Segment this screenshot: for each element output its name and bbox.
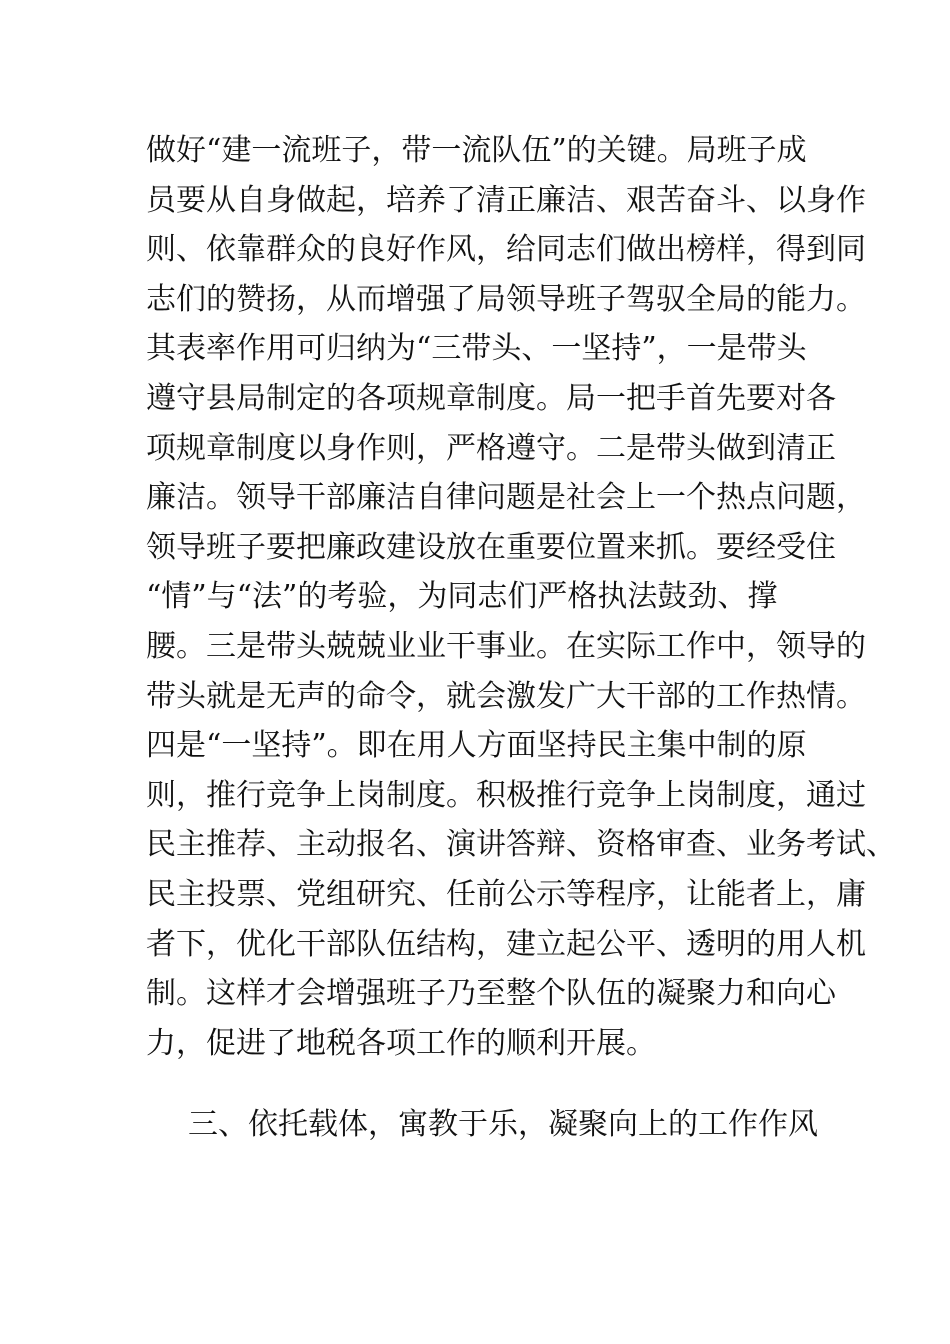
paragraph-line: 则，推行竞争上岗制度。积极推行竞争上岗制度，通过	[146, 777, 866, 813]
paragraph-line: 遵守县局制定的各项规章制度。局一把手首先要对各	[146, 380, 836, 416]
paragraph-line: 民主推荐、主动报名、演讲答辩、资格审查、业务考试、	[146, 827, 896, 863]
paragraph-line: 则、依靠群众的良好作风，给同志们做出榜样，得到同	[146, 232, 866, 268]
paragraph-line: 项规章制度以身作则，严格遵守。二是带头做到清正	[146, 430, 836, 466]
paragraph-line: “情”与“法”的考验，为同志们严格执法鼓劲、撑	[146, 579, 778, 615]
paragraph-line: 力，促进了地税各项工作的顺利开展。	[146, 1025, 656, 1061]
paragraph-line: 廉洁。领导干部廉洁自律问题是社会上一个热点问题，	[146, 480, 866, 516]
paragraph-line: 员要从自身做起，培养了清正廉洁、艰苦奋斗、以身作	[146, 182, 866, 218]
body-paragraph	[146, 126, 896, 1068]
paragraph-line: 做好“建一流班子，带一流队伍”的关键。局班子成	[146, 133, 807, 168]
paragraph-line: 带头就是无声的命令，就会激发广大干部的工作热情。	[146, 678, 866, 714]
paragraph-line: 腰。三是带头兢兢业业干事业。在实际工作中，领导的	[146, 628, 866, 664]
paragraph-line: 者下，优化干部队伍结构，建立起公平、透明的用人机	[146, 926, 866, 962]
paragraph-line: 志们的赞扬，从而增强了局领导班子驾驭全局的能力。	[146, 281, 866, 317]
paragraph-line: 民主投票、党组研究、任前公示等程序，让能者上，庸	[146, 876, 866, 912]
paragraph-line: 领导班子要把廉政建设放在重要位置来抓。要经受住	[146, 529, 836, 565]
paragraph-line: 四是“一坚持”。即在用人方面坚持民主集中制的原	[146, 728, 807, 764]
paragraph-line: 制。这样才会增强班子乃至整个队伍的凝聚力和向心	[146, 976, 836, 1012]
paragraph-line: 其表率作用可归纳为“三带头、一坚持”，一是带头	[146, 331, 807, 367]
section-heading: 三、依托载体，寓教于乐，凝聚向上的工作作风	[188, 1107, 818, 1142]
